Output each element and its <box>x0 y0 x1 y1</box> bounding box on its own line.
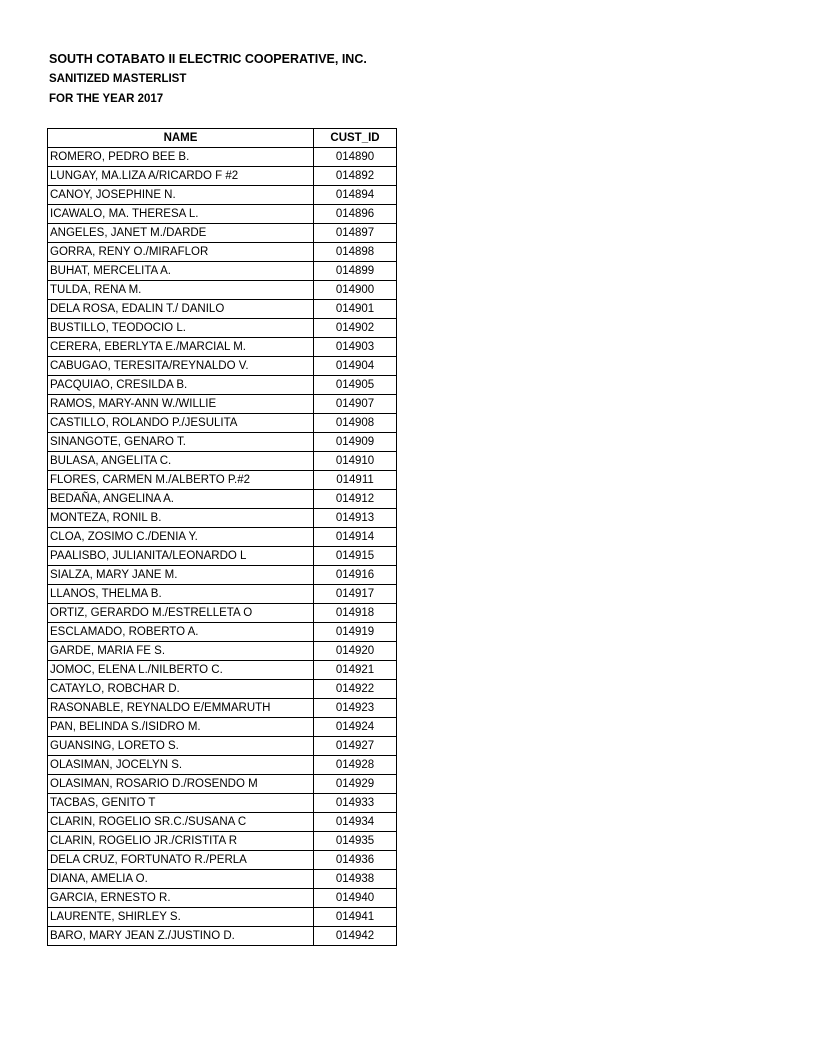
table-row <box>48 490 397 509</box>
table-row <box>48 870 397 889</box>
customer-id-cell: 014896 <box>314 205 397 224</box>
table-row <box>48 642 397 661</box>
customer-id-cell: 014934 <box>314 813 397 832</box>
customer-id-cell: 014929 <box>314 775 397 794</box>
table-row <box>48 338 397 357</box>
customer-name-cell: ANGELES, JANET M./DARDE <box>48 224 314 243</box>
document-subtitle: SANITIZED MASTERLIST <box>49 73 187 85</box>
customer-id-cell: 014938 <box>314 870 397 889</box>
document-header <box>49 49 367 109</box>
table-row <box>48 851 397 870</box>
customer-name-cell: DELA CRUZ, FORTUNATO R./PERLA <box>48 851 314 870</box>
customer-id-cell: 014940 <box>314 889 397 908</box>
customer-name-cell: GARCIA, ERNESTO R. <box>48 889 314 908</box>
customer-name-cell: DELA ROSA, EDALIN T./ DANILO <box>48 300 314 319</box>
customer-id-cell: 014892 <box>314 167 397 186</box>
customer-name-cell: CLARIN, ROGELIO JR./CRISTITA R <box>48 832 314 851</box>
customer-id-cell: 014921 <box>314 661 397 680</box>
table-row <box>48 281 397 300</box>
table-row <box>48 585 397 604</box>
table-row <box>48 737 397 756</box>
customer-name-cell: DIANA, AMELIA O. <box>48 870 314 889</box>
customer-id-cell: 014899 <box>314 262 397 281</box>
customer-name-cell: CLOA, ZOSIMO C./DENIA Y. <box>48 528 314 547</box>
customer-id-cell: 014920 <box>314 642 397 661</box>
customer-id-cell: 014917 <box>314 585 397 604</box>
table-row <box>48 357 397 376</box>
table-row <box>48 167 397 186</box>
table-row <box>48 832 397 851</box>
customer-name-cell: GORRA, RENY O./MIRAFLOR <box>48 243 314 262</box>
table-row <box>48 699 397 718</box>
table-body <box>48 148 397 946</box>
customer-name-cell: CASTILLO, ROLANDO P./JESULITA <box>48 414 314 433</box>
customer-name-cell: PAN, BELINDA S./ISIDRO M. <box>48 718 314 737</box>
document-year: FOR THE YEAR 2017 <box>49 93 164 105</box>
table-row <box>48 186 397 205</box>
table-row <box>48 224 397 243</box>
masterlist-table <box>47 128 397 946</box>
customer-name-cell: SIALZA, MARY JANE M. <box>48 566 314 585</box>
customer-name-cell: LLANOS, THELMA B. <box>48 585 314 604</box>
customer-id-cell: 014912 <box>314 490 397 509</box>
table-row <box>48 927 397 946</box>
customer-id-cell: 014902 <box>314 319 397 338</box>
table-header-row <box>48 129 397 148</box>
customer-id-cell: 014914 <box>314 528 397 547</box>
customer-name-cell: CLARIN, ROGELIO SR.C./SUSANA C <box>48 813 314 832</box>
customer-name-cell: CATAYLO, ROBCHAR D. <box>48 680 314 699</box>
table-row <box>48 680 397 699</box>
customer-id-cell: 014933 <box>314 794 397 813</box>
table-row <box>48 604 397 623</box>
customer-name-cell: RAMOS, MARY-ANN W./WILLIE <box>48 395 314 414</box>
table-row <box>48 471 397 490</box>
table-row <box>48 433 397 452</box>
customer-id-cell: 014942 <box>314 927 397 946</box>
customer-name-cell: ESCLAMADO, ROBERTO A. <box>48 623 314 642</box>
table-row <box>48 414 397 433</box>
table-row <box>48 547 397 566</box>
table-row <box>48 623 397 642</box>
customer-id-cell: 014904 <box>314 357 397 376</box>
customer-name-cell: TACBAS, GENITO T <box>48 794 314 813</box>
customer-name-cell: TULDA, RENA M. <box>48 281 314 300</box>
table-row <box>48 566 397 585</box>
table-row <box>48 300 397 319</box>
table-row <box>48 452 397 471</box>
customer-name-cell: MONTEZA, RONIL B. <box>48 509 314 528</box>
customer-name-cell: CANOY, JOSEPHINE N. <box>48 186 314 205</box>
customer-name-cell: BARO, MARY JEAN Z./JUSTINO D. <box>48 927 314 946</box>
table-row <box>48 376 397 395</box>
table-row <box>48 319 397 338</box>
customer-name-cell: BULASA, ANGELITA C. <box>48 452 314 471</box>
customer-id-cell: 014903 <box>314 338 397 357</box>
customer-id-cell: 014890 <box>314 148 397 167</box>
customer-name-cell: ORTIZ, GERARDO M./ESTRELLETA O <box>48 604 314 623</box>
customer-id-cell: 014936 <box>314 851 397 870</box>
customer-id-cell: 014927 <box>314 737 397 756</box>
table-row <box>48 205 397 224</box>
customer-id-cell: 014908 <box>314 414 397 433</box>
customer-id-cell: 014924 <box>314 718 397 737</box>
customer-name-cell: PACQUIAO, CRESILDA B. <box>48 376 314 395</box>
table-row <box>48 243 397 262</box>
table-row <box>48 889 397 908</box>
table-row <box>48 813 397 832</box>
customer-name-cell: BEDAÑA, ANGELINA A. <box>48 490 314 509</box>
table-row <box>48 528 397 547</box>
customer-name-cell: BUSTILLO, TEODOCIO L. <box>48 319 314 338</box>
table-row <box>48 661 397 680</box>
customer-id-cell: 014922 <box>314 680 397 699</box>
customer-name-cell: BUHAT, MERCELITA A. <box>48 262 314 281</box>
customer-name-cell: ROMERO, PEDRO BEE B. <box>48 148 314 167</box>
customer-id-cell: 014915 <box>314 547 397 566</box>
table-row <box>48 148 397 167</box>
customer-id-cell: 014911 <box>314 471 397 490</box>
customer-name-cell: ICAWALO, MA. THERESA L. <box>48 205 314 224</box>
customer-id-cell: 014900 <box>314 281 397 300</box>
table-row <box>48 509 397 528</box>
customer-name-cell: OLASIMAN, JOCELYN S. <box>48 756 314 775</box>
customer-id-cell: 014919 <box>314 623 397 642</box>
table-row <box>48 718 397 737</box>
customer-id-cell: 014907 <box>314 395 397 414</box>
customer-name-cell: GARDE, MARIA FE S. <box>48 642 314 661</box>
customer-id-cell: 014941 <box>314 908 397 927</box>
customer-id-cell: 014935 <box>314 832 397 851</box>
column-header-cust-id: CUST_ID <box>314 129 397 148</box>
customer-name-cell: JOMOC, ELENA L./NILBERTO C. <box>48 661 314 680</box>
customer-name-cell: RASONABLE, REYNALDO E/EMMARUTH <box>48 699 314 718</box>
customer-name-cell: OLASIMAN, ROSARIO D./ROSENDO M <box>48 775 314 794</box>
customer-name-cell: LUNGAY, MA.LIZA A/RICARDO F #2 <box>48 167 314 186</box>
customer-id-cell: 014894 <box>314 186 397 205</box>
customer-name-cell: LAURENTE, SHIRLEY S. <box>48 908 314 927</box>
table-row <box>48 908 397 927</box>
table-row <box>48 756 397 775</box>
customer-name-cell: CERERA, EBERLYTA E./MARCIAL M. <box>48 338 314 357</box>
customer-name-cell: GUANSING, LORETO S. <box>48 737 314 756</box>
customer-id-cell: 014928 <box>314 756 397 775</box>
table-row <box>48 794 397 813</box>
customer-name-cell: SINANGOTE, GENARO T. <box>48 433 314 452</box>
customer-name-cell: FLORES, CARMEN M./ALBERTO P.#2 <box>48 471 314 490</box>
customer-id-cell: 014905 <box>314 376 397 395</box>
company-name: SOUTH COTABATO II ELECTRIC COOPERATIVE, INC. <box>49 52 367 66</box>
customer-id-cell: 014901 <box>314 300 397 319</box>
customer-id-cell: 014909 <box>314 433 397 452</box>
customer-id-cell: 014916 <box>314 566 397 585</box>
customer-id-cell: 014910 <box>314 452 397 471</box>
table-row <box>48 775 397 794</box>
column-header-name: NAME <box>48 129 314 148</box>
customer-id-cell: 014897 <box>314 224 397 243</box>
table-row <box>48 395 397 414</box>
customer-id-cell: 014913 <box>314 509 397 528</box>
table-row <box>48 262 397 281</box>
customer-id-cell: 014923 <box>314 699 397 718</box>
customer-name-cell: CABUGAO, TERESITA/REYNALDO V. <box>48 357 314 376</box>
customer-name-cell: PAALISBO, JULIANITA/LEONARDO L <box>48 547 314 566</box>
customer-id-cell: 014918 <box>314 604 397 623</box>
customer-id-cell: 014898 <box>314 243 397 262</box>
